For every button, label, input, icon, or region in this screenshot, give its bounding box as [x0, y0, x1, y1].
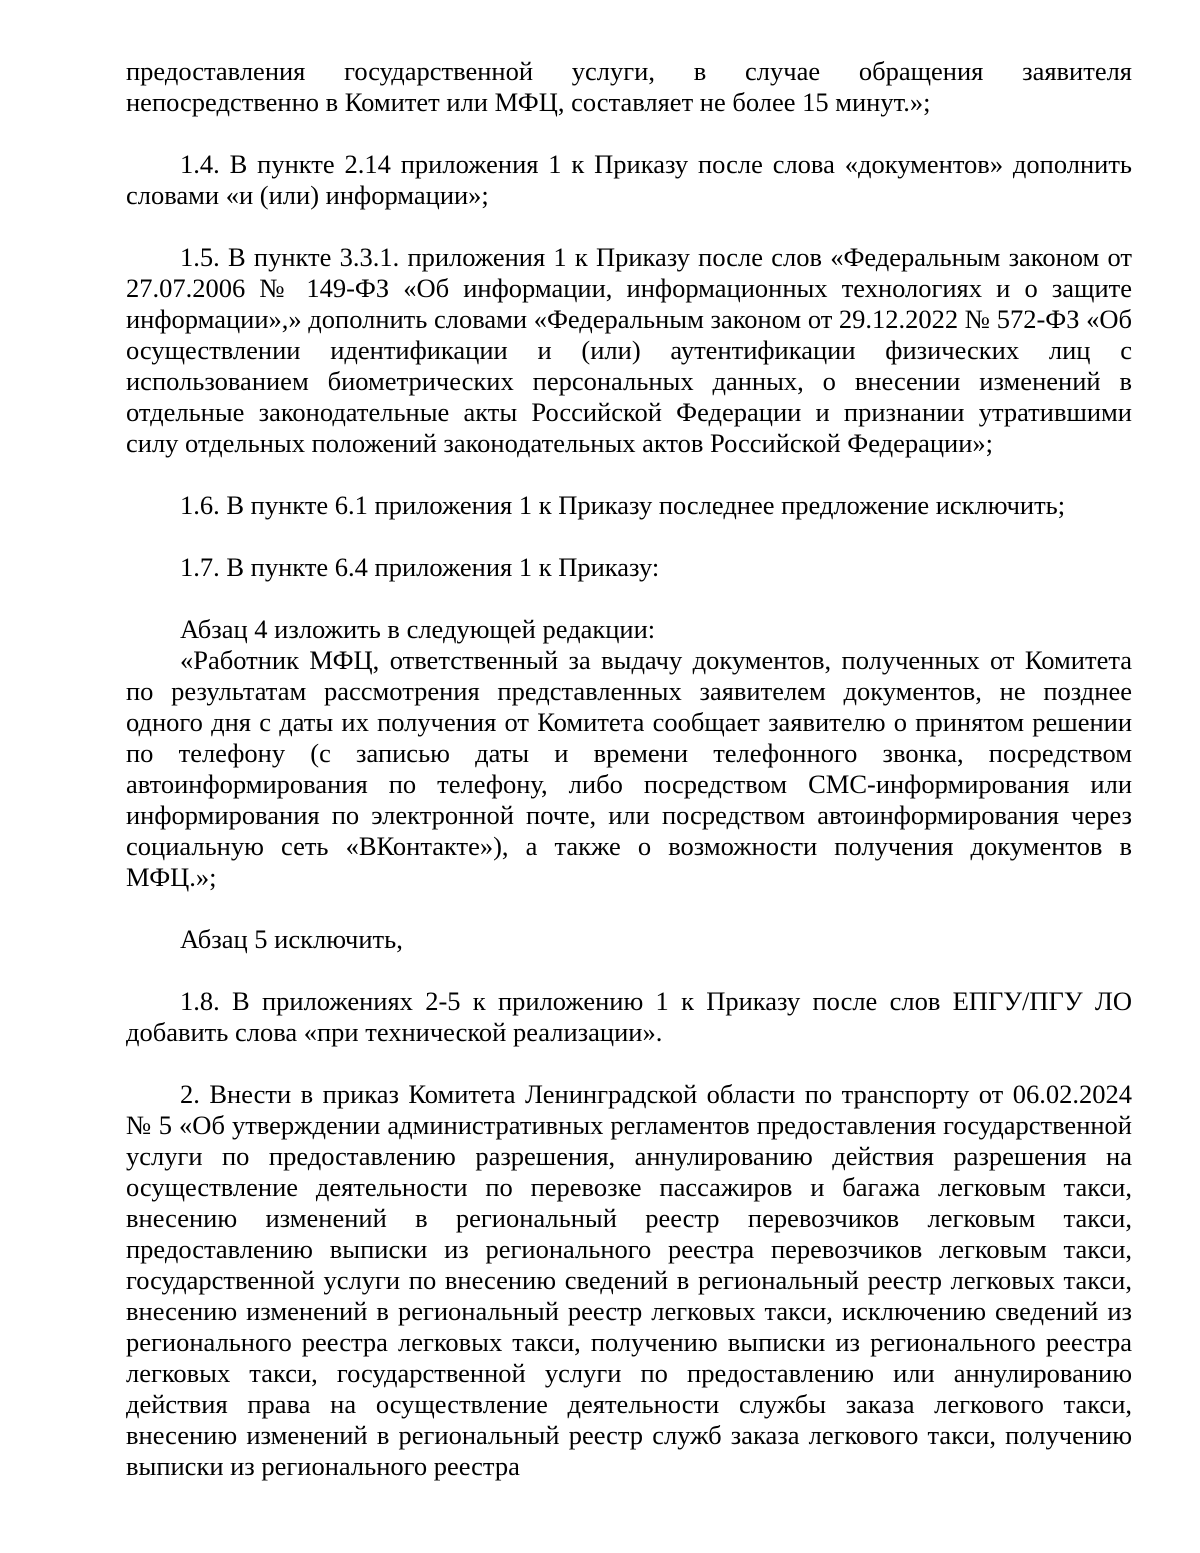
paragraph-item-2: 2. Внести в приказ Комитета Ленинградской области по транспорту от 06.02.2024 № 5 «Об утверждении административных регламентов предоставления государственной услуги по предоставлению разрешения, аннулированию действия разрешения на осуществление деятельности по перевозке пассажиров и багажа легковым такси, внесению изменений в региональный реестр перевозчиков легковым такси, предоставлению выписки из регионального реестра перевозчиков легковым такси, государственной услуги по внесению сведений в региональный реестр легковых такси, внесению изменений в региональный реестр легковых такси, исключению сведений из регионального реестра легковых такси, получению выписки из регионального реестра легковых такси, государственной услуги по предоставлению или аннулированию действия права на осуществление деятельности службы заказа легкового такси, внесению изменений в региональный реестр служб заказа легкового такси, получению выписки из регионального реестра — [126, 1079, 1132, 1481]
paragraph-item-1-8: 1.8. В приложениях 2-5 к приложению 1 к Приказу после слов ЕПГУ/ПГУ ЛО добавить слова «при технической реализации». — [126, 986, 1132, 1047]
paragraph-continuation: предоставления государственной услуги, в случае обращения заявителя непосредственно в Комитет или МФЦ, составляет не более 15 минут.»; — [126, 56, 1132, 117]
paragraph-item-1-6: 1.6. В пункте 6.1 приложения 1 к Приказу последнее предложение исключить; — [180, 490, 1066, 520]
paragraph-abzac-5: Абзац 5 исключить, — [180, 924, 403, 954]
paragraph-abzac-4: Абзац 4 изложить в следующей редакции: — [180, 614, 656, 644]
paragraph-quoted-text: «Работник МФЦ, ответственный за выдачу документов, полученных от Комитета по результатам рассмотрения представленных заявителем документов, не позднее одного дня с даты их получения от Комитета сообщает заявителю о принятом решении по телефону (с записью даты и времени телефонного звонка, посредством автоинформирования по телефону, либо посредством СМС-информирования или информирования по электронной почте, или посредством автоинформирования через социальную сеть «ВКонтакте»), а также о возможности получения документов в МФЦ.»; — [126, 645, 1132, 892]
paragraph-item-1-4: 1.4. В пункте 2.14 приложения 1 к Приказу после слова «документов» дополнить словами «и (или) информации»; — [126, 149, 1132, 210]
paragraph-item-1-5: 1.5. В пункте 3.3.1. приложения 1 к Приказу после слов «Федеральным законом от 27.07.2006 № 149-ФЗ «Об информации, информационных технологиях и о защите информации»,» дополнить словами «Федеральным законом от 29.12.2022 № 572-ФЗ «Об осуществлении идентификации и (или) аутентификации физических лиц с использованием биометрических персональных данных, о внесении изменений в отдельные законодательные акты Российской Федерации и признании утратившими силу отдельных положений законодательных актов Российской Федерации»; — [126, 242, 1132, 458]
paragraph-item-1-7: 1.7. В пункте 6.4 приложения 1 к Приказу: — [180, 552, 660, 582]
document-body — [126, 56, 1132, 1482]
